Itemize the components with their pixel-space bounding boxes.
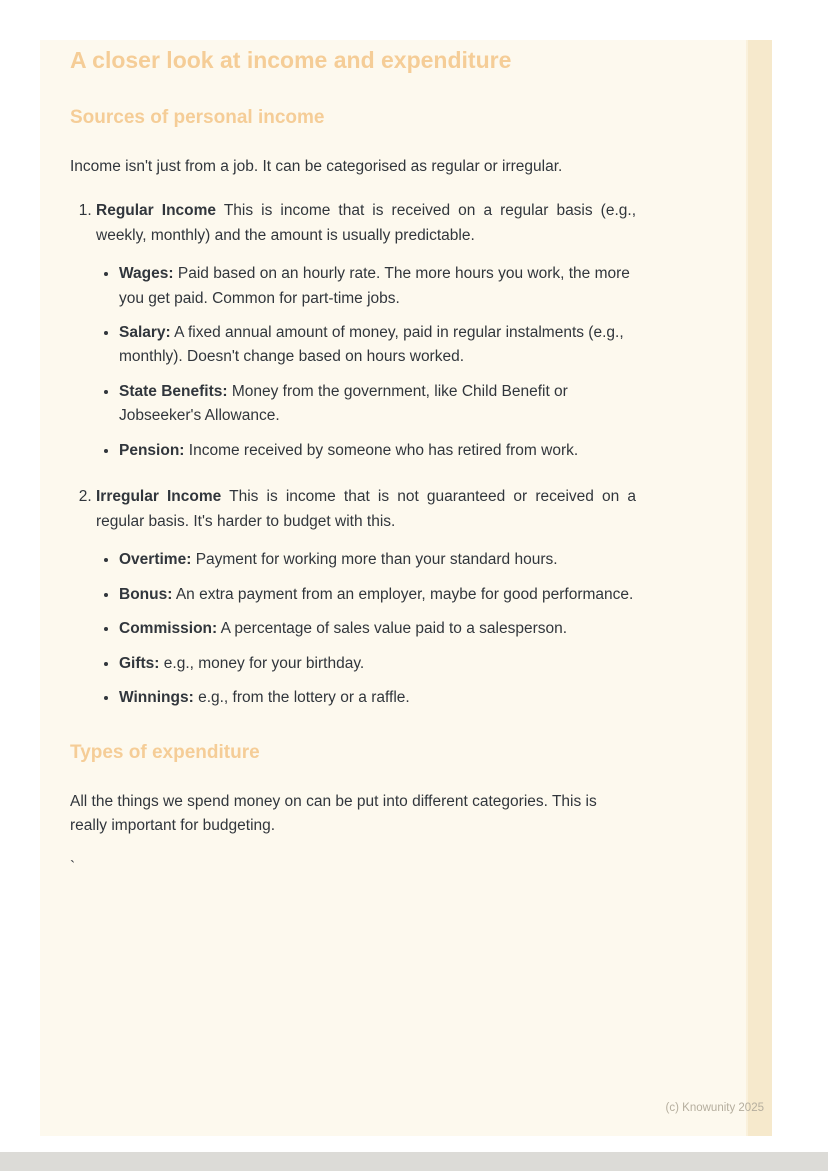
document-content (40, 40, 636, 881)
bullet-item-wages (119, 262, 636, 311)
regular-income-text: This is income that is received on a regular basis (e.g., weekly, monthly) and the amount is usually predictable. (96, 202, 637, 244)
bullet-item-overtime (119, 548, 636, 572)
bullet-wages-label: Wages: (119, 265, 174, 283)
bullet-bonus-label: Bonus: (119, 585, 173, 603)
page-edge-strip (746, 40, 772, 1136)
bullet-salary-paragraph (119, 321, 636, 370)
bullet-salary-label: Salary: (119, 324, 171, 341)
bullet-overtime-label: Overtime: (119, 551, 192, 569)
bullet-gifts-paragraph (119, 652, 636, 676)
bullet-item-commission (119, 617, 636, 641)
bullet-overtime-text: Payment for working more than your standard hours. (195, 551, 558, 569)
bullet-bonus-paragraph (119, 583, 636, 607)
bullet-item-salary (119, 321, 636, 370)
irregular-income-text: This is income that is not guaranteed or received on a regular basis. It's harder to budget with this. (96, 488, 636, 530)
bullet-gifts-text: e.g., money for your birthday. (163, 654, 365, 672)
bullet-bonus-text: An extra payment from an employer, maybe for good performance. (175, 585, 634, 603)
bullet-item-gifts (119, 652, 636, 676)
copyright-footer: (c) Knowunity 2025 (665, 1102, 764, 1114)
bullet-salary-text: A fixed annual amount of money, paid in regular instalments (e.g., monthly). Doesn't change based on hours worked. (119, 324, 624, 366)
regular-income-term: Regular Income (96, 202, 217, 220)
bullet-state-benefits-label: State Benefits: (119, 382, 228, 400)
bullet-winnings-label: Winnings: (119, 689, 194, 707)
doc-title: A closer look at income and expenditure (70, 47, 512, 73)
bullet-winnings-text: e.g., from the lottery or a raffle. (198, 689, 410, 707)
bullet-state-benefits-text: Money from the government, like Child Benefit or Jobseeker's Allowance. (119, 382, 568, 425)
bullet-commission-label: Commission: (119, 620, 218, 638)
section-heading-sources-of-income: Sources of personal income (70, 106, 325, 128)
regular-income-bullet-list (96, 262, 636, 463)
irregular-income-lead (96, 485, 636, 534)
bullet-gifts-label: Gifts: (119, 654, 160, 672)
bullet-pension-paragraph (119, 439, 636, 463)
bullet-commission-paragraph (119, 617, 636, 641)
bullet-item-state-benefits (119, 380, 636, 429)
bullet-state-benefits-paragraph (119, 380, 636, 429)
bullet-item-winnings (119, 686, 636, 710)
bullet-pension-label: Pension: (119, 441, 185, 459)
expenditure-intro-paragraph: All the things we spend money on can be put into different categories. This is really important for budgeting. (70, 792, 597, 834)
bullet-pension-text: Income received by someone who has retired from work. (188, 441, 579, 459)
bullet-wages-paragraph (119, 262, 636, 311)
income-intro-paragraph: Income isn't just from a job. It can be categorised as regular or irregular. (70, 157, 563, 175)
irregular-income-term: Irregular Income (96, 488, 222, 506)
bullet-wages-text: Paid based on an hourly rate. The more hours you work, the more you get paid. Common for part-time jobs. (119, 265, 630, 307)
page-gap (0, 1152, 828, 1171)
section-heading-types-of-expenditure: Types of expenditure (70, 741, 260, 763)
document-page (40, 40, 772, 1136)
irregular-income-bullet-list (96, 548, 636, 710)
bullet-winnings-paragraph (119, 686, 636, 710)
income-types-numbered-list (70, 199, 636, 711)
list-item-irregular-income (96, 485, 636, 710)
regular-income-lead (96, 199, 636, 248)
stray-backtick: ` (70, 859, 76, 877)
bullet-item-bonus (119, 583, 636, 607)
bullet-commission-text: A percentage of sales value paid to a salesperson. (220, 620, 568, 638)
list-item-regular-income (96, 199, 636, 463)
bullet-overtime-paragraph (119, 548, 636, 572)
bullet-item-pension (119, 439, 636, 463)
